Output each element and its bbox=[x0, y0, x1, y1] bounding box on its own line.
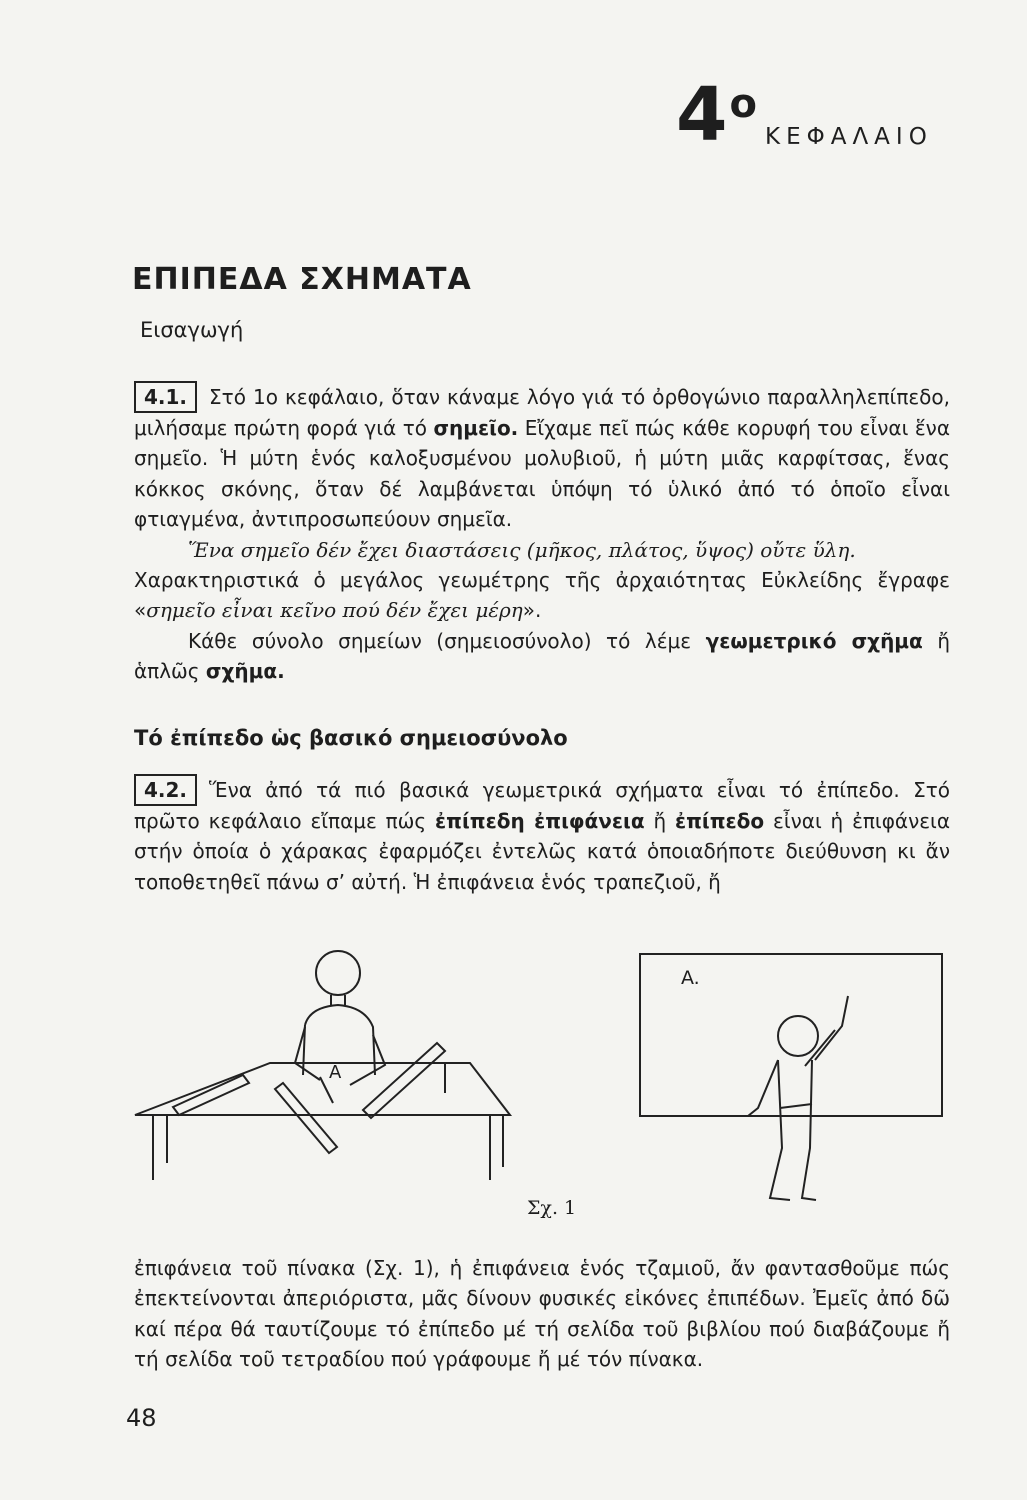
figure-table-illustration bbox=[125, 935, 525, 1195]
chapter-superscript: ο bbox=[729, 81, 757, 127]
paragraph-after-figure: ἐπιφάνεια τοῦ πίνακα (Σχ. 1), ἡ ἐπιφάνεια ἑνός τζαμιοῦ, ἄν φαντασθοῦμε πώς ἐπεκτείνονται ἀπεριόριστα, μᾶς δίνουν φυσικές εἰκόνες ἐπιπέδων. Ἐμεῖς ἀπό δῶ καί πέρα θά ταυτίζουμε τό ἐπίπεδο μέ τή σελίδα τοῦ βιβλίου πού διαβάζουμε ἤ τή σελίδα τοῦ τετραδίου πού γράφουμε ἤ μέ τόν πίνακα. bbox=[134, 1256, 950, 1372]
euclid-quote: Χαρακτηριστικά ὁ μεγάλος γεωμέτρης τῆς ἀρχαιότητας Εὐκλείδης ἔγραφε «σημεῖο εἶναι κεῖνο πού δέν ἔχει μέρη». bbox=[134, 568, 950, 623]
figure-label-table: A bbox=[329, 1062, 342, 1083]
subheading-plane: Τό ἐπίπεδο ὡς βασικό σημειοσύνολο bbox=[134, 726, 568, 750]
shape-definition: Κάθε σύνολο σημείων (σημειοσύνολο) τό λέμε γεωμετρικό σχῆμα ἤ ἁπλῶς σχῆμα. bbox=[134, 628, 950, 684]
paragraph-number-box: 4.1. bbox=[134, 381, 197, 413]
paragraph-number-box: 4.2. bbox=[134, 774, 197, 806]
paragraph-4-1: 4.1. Στό 1ο κεφάλαιο, ὅταν κάναμε λόγο γιά τό ὀρθογώνιο παραλληλεπίπεδο, μιλήσαμε πρώτη φορά γιά τό σημεῖο. Εἴχαμε πεῖ πώς κάθε κορυφή του εἶναι ἕνα σημεῖο. Ἡ μύτη ἑνός καλοξυσμένου μολυβιοῦ, ἡ μύτη μιᾶς καρφίτσας, ἕνας κόκκος σκόνης, ὅταν δέ λαμβάνεται ὑπόψη τό ὑλικό ἀπό τό ὁποῖο εἶναι φτιαγμένα, ἀντιπροσωπεύουν σημεῖα. Ἕνα σημεῖο δέν ἔχει διαστάσεις (μῆκος, πλάτος, ὕψος) οὔτε ὕλη. Χαρακτηριστικά ὁ μεγάλος γεωμέτρης τῆς ἀρχαιότητας Εὐκλείδης ἔγραφε «σημεῖο εἶναι κεῖνο πού δέν ἔχει μέρη». Κάθε σύνολο σημείων (σημειοσύνολο) τό λέμε γεωμετρικό σχῆμα ἤ ἁπλῶς σχῆμα. bbox=[134, 381, 950, 687]
paragraph-4-2: 4.2. Ἕνα ἀπό τά πιό βασικά γεωμετρικά σχήματα εἶναι τό ἐπίπεδο. Στό πρῶτο κεφάλαιο εἴπαμε πώς ἐπίπεδη ἐπιφάνεια ἤ ἐπίπεδο εἶναι ἡ ἐπιφάνεια στήν ὁποία ὁ χάρακας ἐφαρμόζει ἐντελῶς κατά ὁποιαδήποτε διεύθυνση κι ἄν τοποθετηθεῖ πάνω σ’ αὐτή. Ἡ ἐπιφάνεια ἑνός τραπεζιοῦ, ἤ bbox=[134, 774, 950, 897]
chapter-label: ΚΕΦΑΛΑΙΟ bbox=[765, 124, 933, 150]
figure-caption: Σχ. 1 bbox=[527, 1197, 577, 1219]
page-number: 48 bbox=[126, 1404, 157, 1432]
definition-line: Ἕνα σημεῖο δέν ἔχει διαστάσεις (μῆκος, πλάτος, ὕψος) οὔτε ὕλη. bbox=[188, 537, 856, 562]
section-title: ΕΠΙΠΕΔΑ ΣΧΗΜΑΤΑ bbox=[132, 262, 472, 297]
intro-heading: Εισαγωγή bbox=[140, 318, 244, 342]
figure-blackboard-illustration bbox=[630, 948, 950, 1208]
figure-label-board: A. bbox=[681, 967, 700, 989]
chapter-number: $4^o$ bbox=[676, 72, 757, 158]
